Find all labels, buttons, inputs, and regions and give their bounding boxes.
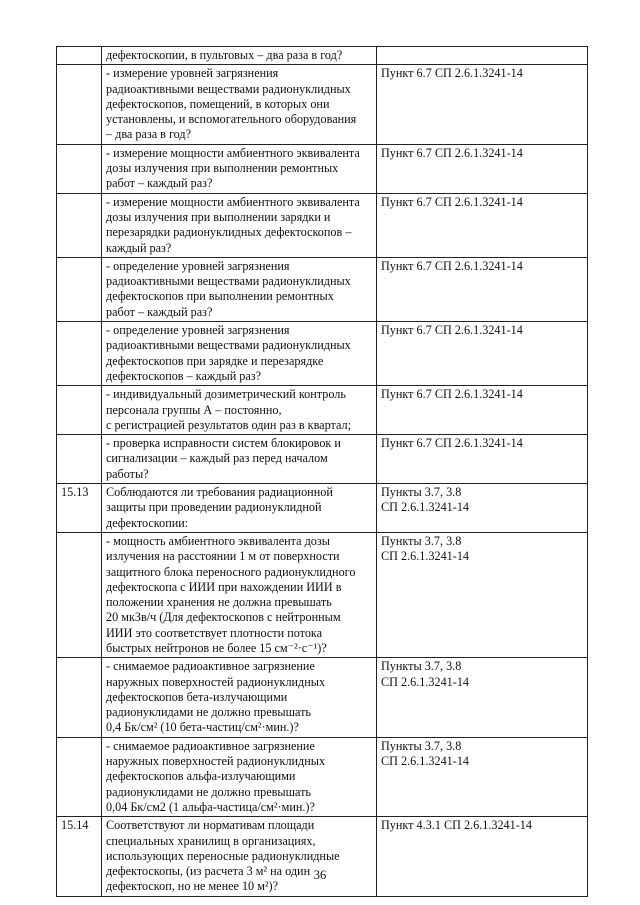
question-text: - измерение мощности амбиентного эквивалента дозы излучения при выполнении ремонтных работ – каждый раз? xyxy=(106,145,360,191)
table-row xyxy=(57,737,588,816)
item-number xyxy=(57,737,102,816)
reference-text: Пункт 6.7 СП 2.6.1.3241-14 xyxy=(381,323,523,338)
item-number: 15.13 xyxy=(57,484,102,533)
item-number xyxy=(57,532,102,657)
item-number: 15.14 xyxy=(57,817,102,896)
table-row xyxy=(57,47,588,65)
question-text: Соответствуют ли нормативам площади специальных хранилищ в организациях, использующих переносные радионуклидные дефектоскопы, (из расчета 3 м² на один дефектоскоп, но не менее 10 м²)? xyxy=(106,818,340,894)
item-number xyxy=(57,47,102,65)
table-row xyxy=(57,386,588,435)
reference-text: Пункты 3.7, 3.8 СП 2.6.1.3241-14 xyxy=(381,738,470,769)
question-text: - определение уровней загрязнения радиоактивными веществами радионуклидных дефектоскопов при выполнении ремонтных работ – каждый раз? xyxy=(106,258,351,319)
question-text: дефектоскопии, в пультовых – два раза в год? xyxy=(106,48,343,62)
question-text: - мощность амбиентного эквивалента дозы излучения на расстоянии 1 м от поверхности защитного блока переносного радионуклидного дефектоскопа с ИИИ при нахождении ИИИ в положении хранения не должна превышать 20 мкЗв/ч (Для дефектоскопов с нейтронным ИИИ это соответствует плотности потока быстрых нейтронов не более 15 см⁻²·с⁻¹)? xyxy=(106,533,356,655)
table-row xyxy=(57,65,588,144)
reference-text: Пункт 6.7 СП 2.6.1.3241-14 xyxy=(381,436,523,451)
item-number xyxy=(57,65,102,144)
table-row xyxy=(57,144,588,193)
table-row xyxy=(57,658,588,737)
item-number xyxy=(57,144,102,193)
question-text: - измерение мощности амбиентного эквивалента дозы излучения при выполнении зарядки и перезарядки радионуклидных дефектоскопов – каждый раз? xyxy=(106,194,360,255)
question-text: - измерение уровней загрязнения радиоактивными веществами радионуклидных дефектоскопов, помещений, в которых они установлены, и вспомогательного оборудования – два раза в год? xyxy=(106,66,357,142)
page-number: 36 xyxy=(313,868,327,882)
item-number xyxy=(57,322,102,386)
item-number xyxy=(57,193,102,257)
reference-text: Пункты 3.7, 3.8 СП 2.6.1.3241-14 xyxy=(381,485,470,515)
reference-text: Пункты 3.7, 3.8 СП 2.6.1.3241-14 xyxy=(381,659,470,689)
table-row xyxy=(57,532,588,657)
table-row xyxy=(57,322,588,386)
reference-text: Пункт 6.7 СП 2.6.1.3241-14 xyxy=(381,258,523,273)
reference-text: Пункт 6.7 СП 2.6.1.3241-14 xyxy=(381,145,523,160)
question-text: - индивидуальный дозиметрический контроль персонала группы А – постоянно, с регистрацией результатов один раз в квартал; xyxy=(106,387,351,432)
table-row xyxy=(57,435,588,484)
item-number xyxy=(57,658,102,737)
table-row xyxy=(57,257,588,321)
reference-text: Пункт 6.7 СП 2.6.1.3241-14 xyxy=(381,387,523,402)
item-number xyxy=(57,386,102,435)
table-row xyxy=(57,484,588,533)
question-text: Соблюдаются ли требования радиационной защиты при проведении радионуклидной дефектоскопии: xyxy=(106,485,333,530)
table-row xyxy=(57,193,588,257)
reference-text: Пункты 3.7, 3.8 СП 2.6.1.3241-14 xyxy=(381,533,470,564)
question-text: - снимаемое радиоактивное загрязнение наружных поверхностей радионуклидных дефектоскопов бета-излучающими радионуклидами не должно превышать 0,4 Бк/см² (10 бета-частиц/см²·мин.)? xyxy=(106,659,326,735)
item-number xyxy=(57,257,102,321)
reference-text: Пункт 4.3.1 СП 2.6.1.3241-14 xyxy=(381,818,532,833)
reference-text: Пункт 6.7 СП 2.6.1.3241-14 xyxy=(381,66,523,81)
item-number xyxy=(57,435,102,484)
table-row xyxy=(57,817,588,896)
question-text: - снимаемое радиоактивное загрязнение наружных поверхностей радионуклидных дефектоскопов альфа-излучающими радионуклидами не должно превышать 0,04 Бк/см2 (1 альфа-частица/см²·мин.)? xyxy=(106,738,326,814)
requirements-table xyxy=(56,46,588,897)
question-text: - проверка исправности систем блокировок и сигнализации – каждый раз перед началом работы? xyxy=(106,436,341,481)
reference-text: Пункт 6.7 СП 2.6.1.3241-14 xyxy=(381,194,523,209)
question-text: - определение уровней загрязнения радиоактивными веществами радионуклидных дефектоскопов при зарядке и перезарядке дефектоскопов – каждый раз? xyxy=(106,323,351,383)
